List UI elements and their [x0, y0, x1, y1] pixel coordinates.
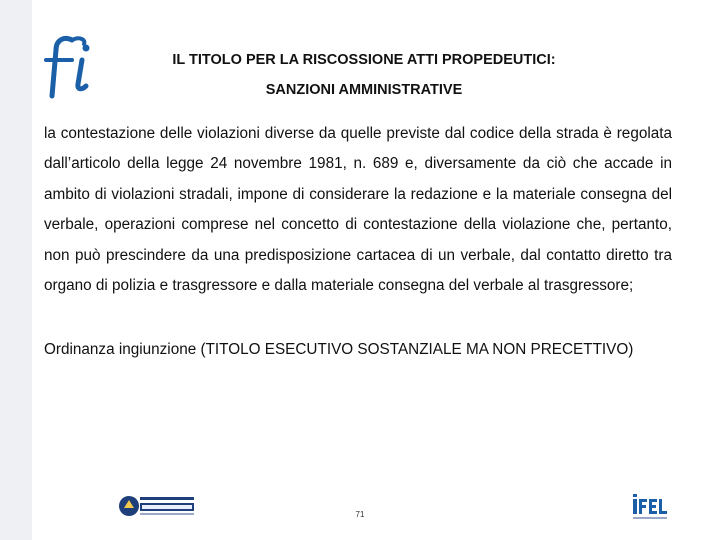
- fi-logo-icon: [42, 32, 98, 102]
- left-sidebar-band: [0, 0, 32, 540]
- paragraph-spacer: [44, 301, 672, 335]
- paragraph-ordinanza: Ordinanza ingiunzione (TITOLO ESECUTIVO SOSTANZIALE MA NON PRECETTIVO): [44, 341, 634, 359]
- paragraph-contestazione: la contestazione delle violazioni diverse da quelle previste dal codice della strada è regolata dall’articolo della legge 24 novembre 1981, n. 689 e, diversamente da ciò che accade in ambito di violazioni stradali, impone di considerare la redazione e la materiale consegna del verbale, operazioni comprese nel concetto di contestazione della violazione che, pertanto, non può prescindere da una predisposizione cartacea di un verbale, dal contatto diretto tra organo di polizia e trasgressore e dalla materiale consegna del verbale al trasgressore;: [44, 125, 672, 295]
- page-title-line1: IL TITOLO PER LA RISCOSSIONE ATTI PROPEDEUTICI:: [172, 52, 556, 68]
- anutel-logo: [118, 494, 196, 518]
- content-body: [44, 119, 672, 366]
- page-title-line2: SANZIONI AMMINISTRATIVE: [265, 82, 463, 98]
- ifel-logo: [632, 492, 668, 522]
- page-number: 71: [355, 510, 365, 519]
